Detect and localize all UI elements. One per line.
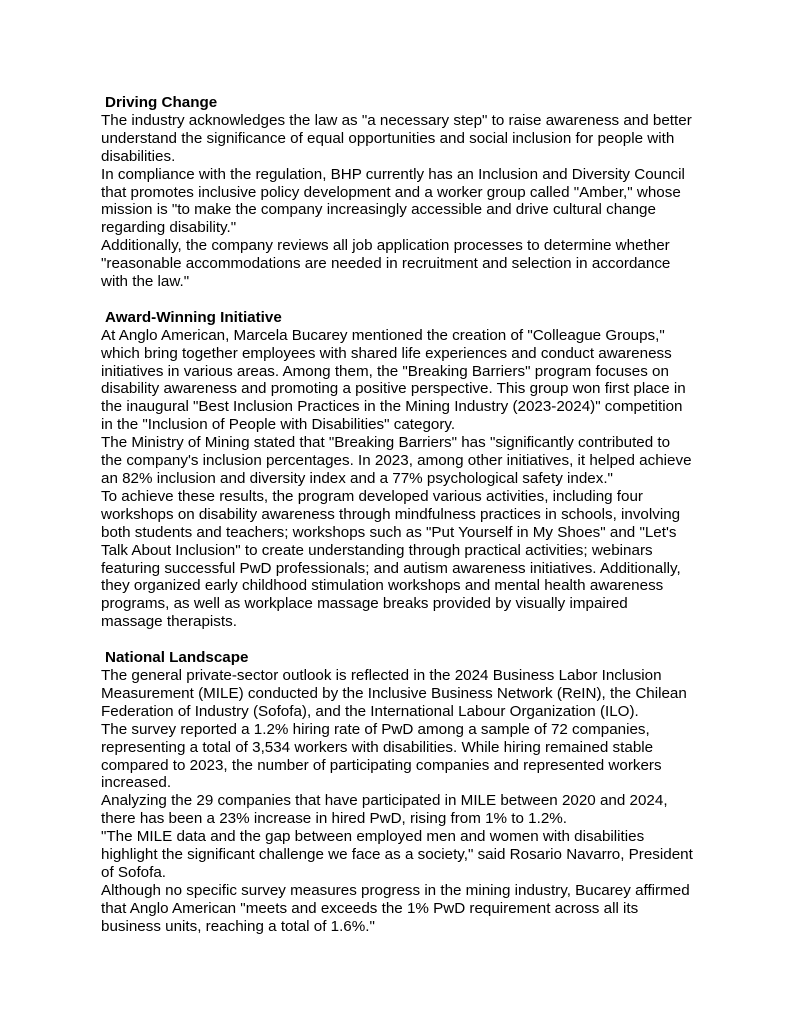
- paragraph: [101, 828, 711, 882]
- text-line: business units, reaching a total of 1.6%.": [101, 917, 375, 935]
- section-heading: Award-Winning Initiative: [105, 308, 282, 326]
- text-line: which bring together employees with shared life experiences and conduct awareness: [101, 344, 672, 362]
- text-line: of Sofofa.: [101, 863, 167, 881]
- text-line: mission is "to make the company increasingly accessible and drive cultural change: [101, 201, 656, 219]
- text-line: The survey reported a 1.2% hiring rate of PwD among a sample of 72 companies,: [101, 720, 650, 738]
- text-line: there has been a 23% increase in hired PwD, rising from 1% to 1.2%.: [101, 810, 567, 828]
- text-line: featuring successful PwD professionals; and autism awareness initiatives. Additionally,: [101, 559, 681, 577]
- text-line: the inaugural "Best Inclusion Practices in the Mining Industry (2023-2024)" competition: [101, 398, 683, 416]
- text-line: initiatives in various areas. Among them, the "Breaking Barriers" program focuses on: [101, 362, 669, 380]
- section-driving-change: [101, 94, 711, 291]
- section-heading: National Landscape: [105, 649, 249, 667]
- paragraph: [101, 237, 711, 291]
- text-line: At Anglo American, Marcela Bucarey mentioned the creation of "Colleague Groups,": [101, 326, 665, 344]
- text-line: they organized early childhood stimulation workshops and mental health awareness: [101, 577, 664, 595]
- section-heading: Driving Change: [105, 94, 218, 111]
- text-line: in the "Inclusion of People with Disabilities" category.: [101, 416, 456, 434]
- text-line: disability awareness and promoting a positive perspective. This group won first place in: [101, 380, 686, 398]
- text-line: highlight the significant challenge we face as a society," said Rosario Navarro, President: [101, 846, 693, 864]
- text-line: compared to 2023, the number of participating companies and represented workers: [101, 756, 662, 774]
- paragraph: [101, 327, 711, 434]
- text-line: Measurement (MILE) conducted by the Inclusive Business Network (ReIN), the Chilean: [101, 684, 687, 702]
- text-line: representing a total of 3,534 workers with disabilities. While hiring remained stable: [101, 738, 654, 756]
- text-line: The industry acknowledges the law as "a necessary step" to raise awareness and better: [101, 111, 692, 129]
- section-national-landscape: [101, 649, 711, 936]
- text-line: massage therapists.: [101, 613, 237, 631]
- text-line: that promotes inclusive policy development and a worker group called "Amber," whose: [101, 183, 681, 201]
- text-line: "The MILE data and the gap between employed men and women with disabilities: [101, 828, 645, 846]
- text-line: Although no specific survey measures progress in the mining industry, Bucarey affirmed: [101, 881, 690, 899]
- text-line: Talk About Inclusion" to create understanding through practical activities; webinars: [101, 541, 653, 559]
- section-award-winning-initiative: [101, 309, 711, 631]
- text-line: both students and teachers; workshops such as "Put Yourself in My Shoes" and "Let's: [101, 523, 677, 541]
- text-line: The general private-sector outlook is reflected in the 2024 Business Labor Inclusion: [101, 666, 662, 684]
- text-line: the company's inclusion percentages. In 2023, among other initiatives, it helped achieve: [101, 452, 692, 470]
- paragraph: [101, 792, 711, 828]
- document-page: [101, 94, 711, 953]
- text-line: understand the significance of equal opportunities and social inclusion for people with: [101, 129, 675, 147]
- text-line: an 82% inclusion and diversity index and a 77% psychological safety index.": [101, 470, 613, 488]
- text-line: In compliance with the regulation, BHP currently has an Inclusion and Diversity Council: [101, 165, 685, 183]
- paragraph: [101, 434, 711, 488]
- text-line: "reasonable accommodations are needed in recruitment and selection in accordance: [101, 255, 671, 273]
- paragraph: [101, 667, 711, 721]
- text-line: that Anglo American "meets and exceeds the 1% PwD requirement across all its: [101, 899, 639, 917]
- text-line: programs, as well as workplace massage breaks provided by visually impaired: [101, 595, 628, 613]
- text-line: disabilities.: [101, 147, 176, 165]
- text-line: Additionally, the company reviews all job application processes to determine whether: [101, 237, 670, 255]
- text-line: Federation of Industry (Sofofa), and the International Labour Organization (ILO).: [101, 702, 639, 720]
- text-line: workshops on disability awareness through mindfulness practices in schools, involving: [101, 505, 681, 523]
- text-line: To achieve these results, the program developed various activities, including four: [101, 487, 643, 505]
- paragraph: [101, 112, 711, 166]
- paragraph: [101, 882, 711, 936]
- text-line: The Ministry of Mining stated that "Breaking Barriers" has "significantly contributed to: [101, 434, 671, 452]
- text-line: with the law.": [101, 273, 190, 291]
- paragraph: [101, 488, 711, 631]
- text-line: regarding disability.": [101, 219, 237, 237]
- text-line: increased.: [101, 774, 172, 792]
- paragraph: [101, 166, 711, 238]
- text-line: Analyzing the 29 companies that have participated in MILE between 2020 and 2024,: [101, 792, 668, 810]
- paragraph: [101, 721, 711, 793]
